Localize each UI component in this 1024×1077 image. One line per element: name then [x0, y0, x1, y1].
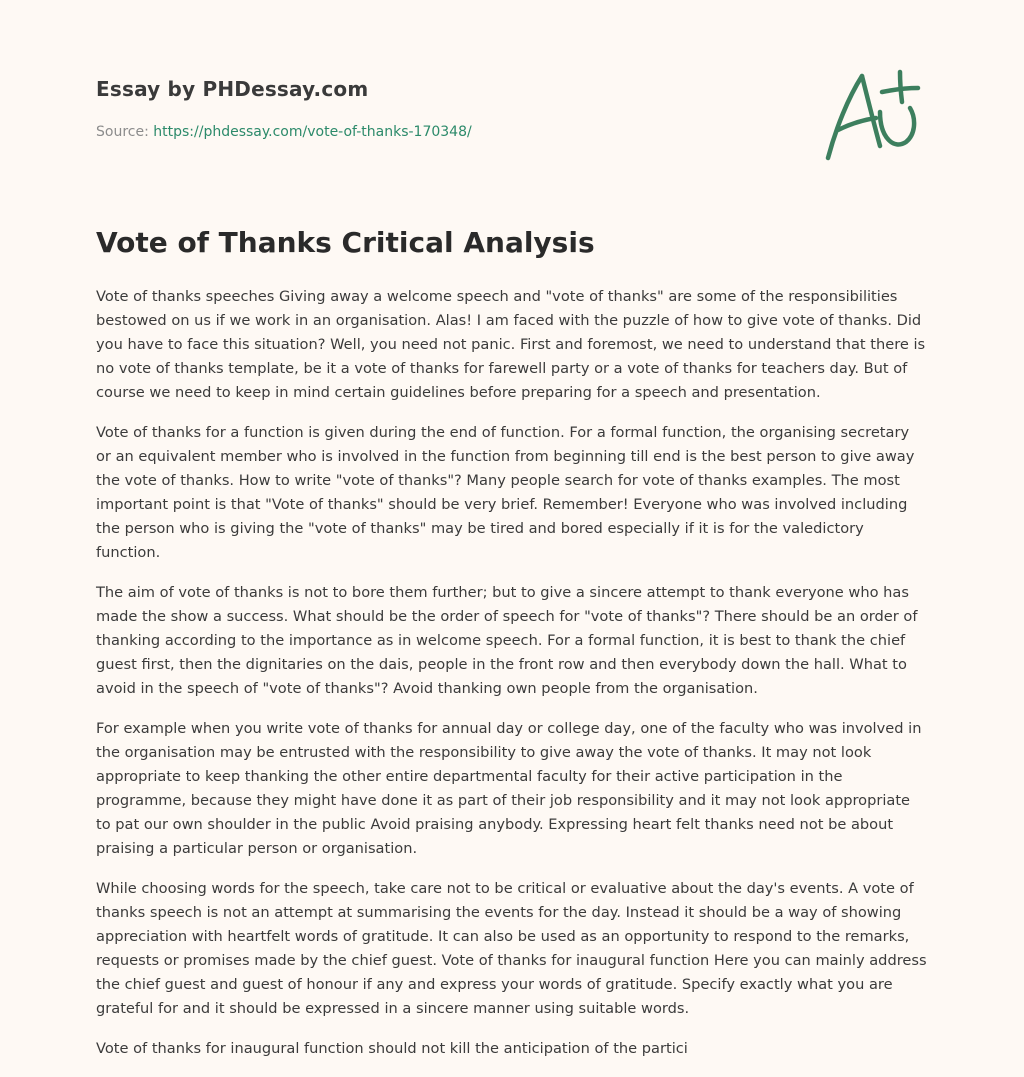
- essay-paragraph: Vote of thanks for inaugural function should not kill the anticipation of the partici: [96, 1040, 688, 1057]
- essay-paragraph: Vote of thanks speeches Giving away a welcome speech and "vote of thanks" are some of the responsibilities bestowed on us if we work in an organisation. Alas! I am faced with the puzzle of how to give vote of thanks. Did you have to face this situation? Well, you need not panic. First and foremost, we need to understand that there is no vote of thanks template, be it a vote of thanks for farewell party or a vote of thanks for teachers day. But of course we need to keep in mind certain guidelines before preparing for a speech and presentation.: [96, 288, 926, 401]
- essay-paragraph: The aim of vote of thanks is not to bore them further; but to give a sincere attempt to thank everyone who has made the show a success. What should be the order of speech for "vote of thanks"? There should be an order of thanking according to the importance as in welcome speech. For a formal function, it is best to thank the chief guest first, then the dignitaries on the dais, people in the front row and then everybody down the hall. What to avoid in the speech of "vote of thanks"? Avoid thanking own people from the organisation.: [96, 584, 918, 697]
- essay-body: [96, 285, 928, 1077]
- site-brand: Essay by PHDessay.com: [96, 77, 369, 101]
- source-line: [96, 124, 472, 140]
- essay-paragraph: While choosing words for the speech, take care not to be critical or evaluative about the day's events. A vote of thanks speech is not an attempt at summarising the events for the day. Instead it should be a way of showing appreciation with heartfelt words of gratitude. It can also be used as an opportunity to respond to the remarks, requests or promises made by the chief guest. Vote of thanks for inaugural function Here you can mainly address the chief guest and guest of honour if any and express your words of gratitude. Specify exactly what you are grateful for and it should be expressed in a sincere manner using suitable words.: [96, 880, 927, 1017]
- essay-paragraph: Vote of thanks for a function is given during the end of function. For a formal function, the organising secretary or an equivalent member who is involved in the function from beginning till end is the best person to give away the vote of thanks. How to write "vote of thanks"? Many people search for vote of thanks examples. The most important point is that "Vote of thanks" should be very brief. Remember! Everyone who was involved including the person who is giving the "vote of thanks" may be tired and bored especially if it is for the valedictory function.: [96, 424, 915, 561]
- essay-title: Vote of Thanks Critical Analysis: [96, 226, 595, 259]
- source-link[interactable]: https://phdessay.com/vote-of-thanks-170348/: [153, 124, 472, 140]
- essay-paragraph: For example when you write vote of thanks for annual day or college day, one of the faculty who was involved in the organisation may be entrusted with the responsibility to give away the vote of thanks. It may not look appropriate to keep thanking the other entire departmental faculty for their active participation in the programme, because they might have done it as part of their job responsibility and it may not look appropriate to pat our own shoulder in the public Avoid praising anybody. Expressing heart felt thanks need not be about praising a particular person or organisation.: [96, 720, 922, 857]
- a-plus-logo-icon: [824, 68, 924, 164]
- source-label: Source:: [96, 124, 149, 140]
